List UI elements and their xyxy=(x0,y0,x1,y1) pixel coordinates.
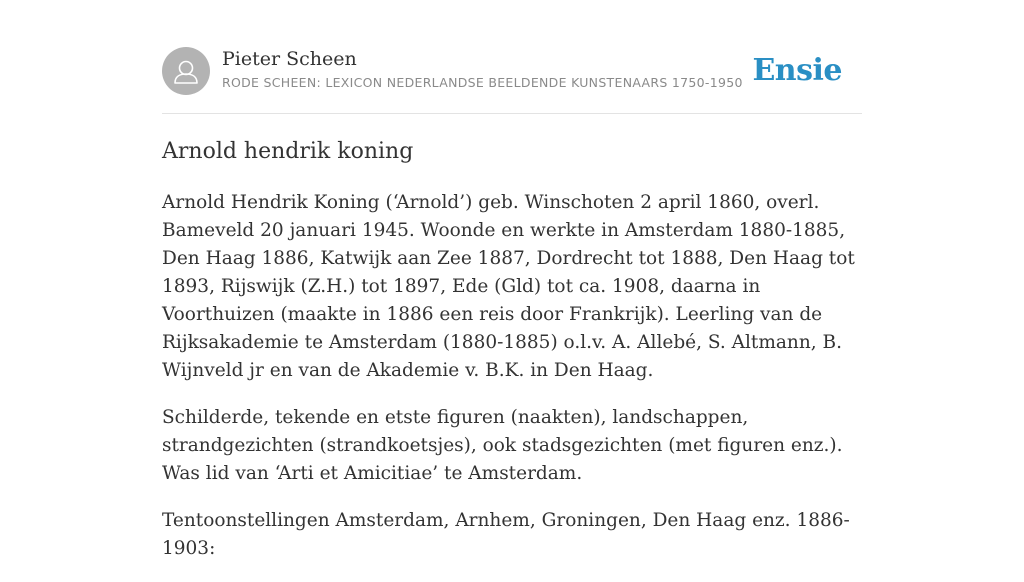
source-name[interactable]: RODE SCHEEN: LEXICON NEDERLANDSE BEELDENDE KUNSTENAARS 1750-1950 xyxy=(222,75,743,90)
article-body xyxy=(162,189,862,582)
article-paragraph: Tentoonstellingen Amsterdam, Arnhem, Groningen, Den Haag enz. 1886-1903: xyxy=(162,510,850,559)
header-divider xyxy=(162,113,862,114)
user-icon xyxy=(162,47,210,95)
ensie-logo[interactable]: Ensie xyxy=(752,53,842,88)
author-name[interactable]: Pieter Scheen xyxy=(222,48,357,70)
article-title: Arnold hendrik koning xyxy=(162,139,414,164)
article-paragraph: Schilderde, tekende en etste figuren (naakten), landschappen, strandgezichten (strandkoetsjes), ook stadsgezichten (met figuren enz.). Was lid van ‘Arti et Amicitiae’ te Amsterdam. xyxy=(162,407,843,484)
article-header xyxy=(162,47,862,97)
author-avatar[interactable] xyxy=(162,47,210,95)
article-paragraph: Arnold Hendrik Koning (‘Arnold’) geb. Winschoten 2 april 1860, overl. Bameveld 20 januari 1945. Woonde en werkte in Amsterdam 1880-1885, Den Haag 1886, Katwijk aan Zee 1887, Dordrecht tot 1888, Den Haag tot 1893, Rijswijk (Z.H.) tot 1897, Ede (Gld) tot ca. 1908, daarna in Voorthuizen (maakte in 1886 een reis door Frankrijk). Leerling van de Rijksakademie te Amsterdam (1880-1885) o.l.v. A. Allebé, S. Altmann, B. Wijnveld jr en van de Akademie v. B.K. in Den Haag. xyxy=(162,192,855,381)
